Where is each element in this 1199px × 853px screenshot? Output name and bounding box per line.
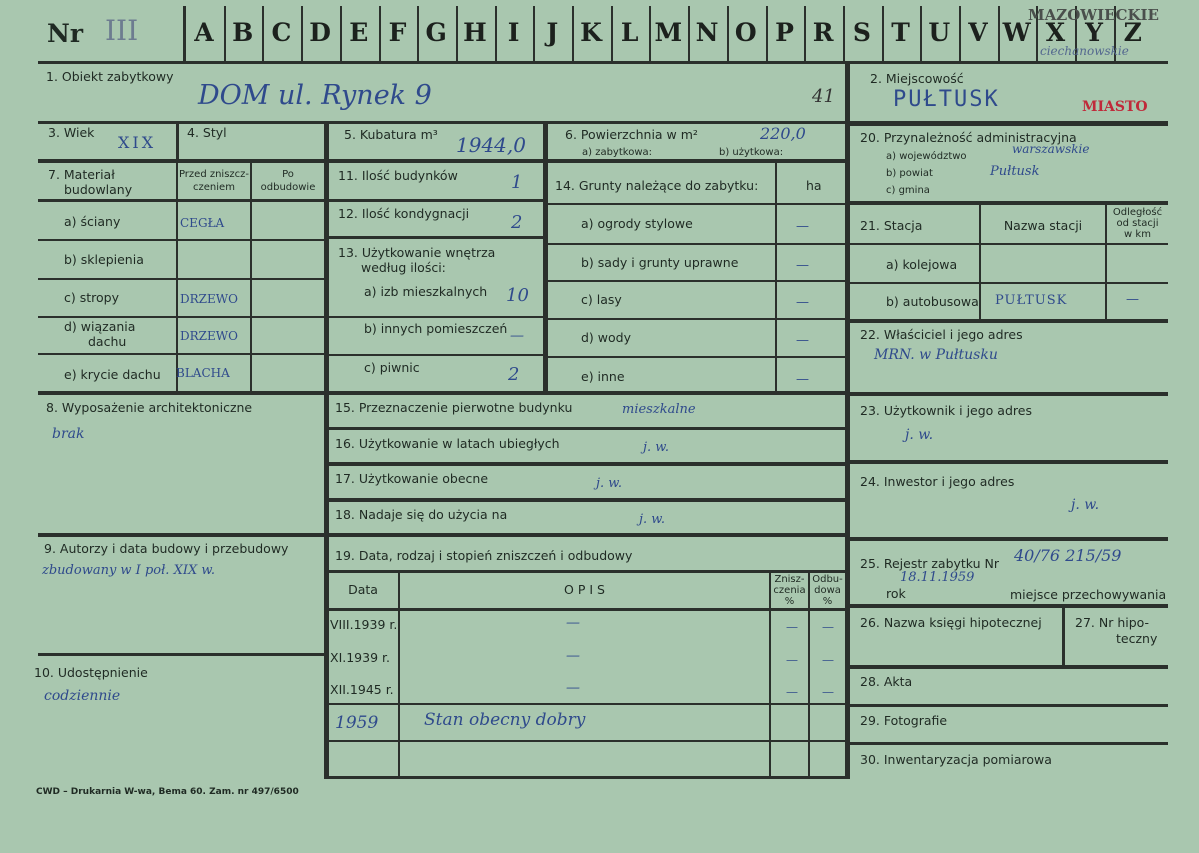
- letter-v: V: [968, 18, 988, 47]
- s7-col1b: czeniem: [193, 182, 235, 193]
- s15-label: 15. Przeznaczenie pierwotne budynku: [335, 400, 573, 415]
- s7-col2a: Po: [282, 169, 294, 180]
- s6-sub-a: a) zabytkowa:: [582, 147, 652, 158]
- s11-value[interactable]: 1: [511, 172, 523, 193]
- letter-s: S: [852, 18, 871, 47]
- letter-x: X: [1045, 18, 1066, 47]
- s19-label: 19. Data, rodzaj i stopień zniszczeń i odbudowy: [335, 548, 633, 563]
- letter-z: Z: [1123, 18, 1142, 47]
- s19-col-z1: Znisz-: [774, 574, 805, 585]
- s19-col-date: Data: [348, 582, 378, 597]
- s21-col3c: w km: [1124, 229, 1151, 240]
- s19-col-z3: %: [784, 596, 795, 607]
- s7-col2b: odbudowie: [260, 182, 316, 193]
- s7-row-d: d) wiązania: [64, 319, 136, 334]
- letter-h: H: [463, 18, 487, 47]
- s7-row-a-value[interactable]: CEGŁA: [180, 216, 225, 230]
- s10-label: 10. Udostępnienie: [34, 665, 148, 680]
- s7-row-e: e) krycie dachu: [64, 367, 161, 382]
- s19-row-rebuild[interactable]: —: [822, 653, 834, 667]
- letter-w: W: [1002, 18, 1031, 47]
- s11-label: 11. Ilość budynków: [338, 168, 458, 183]
- s18-label: 18. Nadaje się do użycia na: [335, 507, 508, 522]
- s13-a-value[interactable]: 10: [506, 285, 529, 306]
- s14-row-label: e) inne: [581, 369, 625, 384]
- s19-row-date[interactable]: 1959: [335, 713, 379, 733]
- s17-value[interactable]: j. w.: [596, 476, 623, 491]
- s7-row-e-value[interactable]: BLACHA: [176, 366, 230, 380]
- s7-row-d-value[interactable]: DRZEWO: [180, 329, 238, 343]
- s7-row-a: a) ściany: [64, 214, 121, 229]
- s19-col-z2: czenia: [773, 585, 806, 596]
- s13-a: a) izb mieszkalnych: [364, 284, 488, 299]
- s6-value[interactable]: 220,0: [760, 124, 806, 143]
- s19-row-opis[interactable]: —: [566, 615, 580, 631]
- s20-label: 20. Przynależność administracyjna: [860, 130, 1077, 145]
- s21-col3b: od stacji: [1116, 218, 1159, 229]
- s20-c: c) gmina: [886, 185, 930, 196]
- s2-extra: MIASTO: [1082, 99, 1148, 115]
- s22-value[interactable]: MRN. w Pułtusku: [874, 347, 998, 363]
- s6-sub-b: b) użytkowa:: [719, 147, 784, 158]
- s21-label: 21. Stacja: [860, 218, 923, 233]
- letter-y: Y: [1085, 18, 1104, 47]
- printer-imprint: CWD – Drukarnia W-wa, Bema 60. Zam. nr 497/6500: [36, 787, 299, 797]
- s20-b: b) powiat: [886, 168, 933, 179]
- s4-label: 4. Styl: [187, 125, 227, 140]
- s7-label2: budowlany: [64, 182, 133, 197]
- s7-col1a: Przed zniszcz-: [178, 169, 250, 180]
- letter-a: A: [194, 18, 214, 47]
- letter-j: J: [546, 18, 559, 47]
- s10-value[interactable]: codziennie: [44, 688, 121, 704]
- letter-u: U: [928, 18, 951, 47]
- s7-row-c-value[interactable]: DRZEWO: [180, 292, 238, 306]
- s25-label: 25. Rejestr zabytku Nr: [860, 556, 1000, 571]
- s6-label: 6. Powierzchnia w m²: [565, 127, 698, 142]
- s19-col-o2: dowa: [814, 585, 841, 596]
- letter-n: N: [695, 18, 719, 47]
- s5-value[interactable]: 1944,0: [456, 133, 526, 157]
- nr-label: Nr: [47, 19, 84, 48]
- s20-a: a) województwo: [886, 151, 967, 162]
- letter-p: P: [775, 18, 794, 47]
- s14-row-label: c) lasy: [581, 292, 622, 307]
- s2-value[interactable]: PUŁTUSK: [893, 87, 1000, 112]
- s14-row-value[interactable]: —: [796, 372, 809, 387]
- s14-row-label: b) sady i grunty uprawne: [581, 255, 739, 270]
- s20-b-value[interactable]: Pułtusk: [990, 164, 1040, 179]
- s19-col-opis: O P I S: [564, 582, 605, 597]
- s21-col2: Nazwa stacji: [1003, 218, 1083, 233]
- s21-a: a) kolejowa: [886, 257, 958, 272]
- s16-value[interactable]: j. w.: [643, 440, 670, 455]
- s16-label: 16. Użytkowanie w latach ubiegłych: [335, 436, 560, 451]
- letter-g: G: [425, 18, 447, 47]
- s21-b-value[interactable]: PUŁTUSK: [995, 293, 1068, 308]
- letter-t: T: [891, 18, 910, 47]
- s19-row-date: XII.1945 r.: [330, 682, 394, 697]
- s8-value[interactable]: brak: [52, 426, 85, 442]
- letter-d: D: [309, 18, 331, 47]
- s17-label: 17. Użytkowanie obecne: [335, 471, 489, 486]
- s14-unit: ha: [806, 178, 822, 193]
- s7-row-c: c) stropy: [64, 290, 119, 305]
- letter-e: E: [349, 18, 369, 47]
- s19-row-rebuild[interactable]: —: [822, 685, 834, 699]
- s25-miejsce: miejsce przechowywania: [1010, 587, 1167, 602]
- s19-row-destruction[interactable]: —: [786, 685, 798, 699]
- s1-label: 1. Obiekt zabytkowy: [46, 69, 174, 84]
- s27-label2: teczny: [1116, 631, 1158, 646]
- s12-value[interactable]: 2: [511, 212, 523, 233]
- s19-col-o3: %: [822, 596, 833, 607]
- s1-value[interactable]: DOM ul. Rynek 9: [198, 80, 432, 111]
- letter-k: K: [580, 18, 602, 47]
- s13-b: b) innych pomieszczeń: [364, 321, 508, 336]
- letter-c: C: [271, 18, 292, 47]
- letter-m: M: [654, 18, 683, 47]
- s19-row-date: VIII.1939 r.: [330, 617, 398, 632]
- s21-col3a: Odległość: [1112, 207, 1163, 218]
- nr-value: III: [105, 14, 139, 47]
- region-sub: ciechanowskie: [1040, 44, 1129, 58]
- s3-label: 3. Wiek: [48, 125, 95, 140]
- s30-label: 30. Inwentaryzacja pomiarowa: [860, 752, 1052, 767]
- s19-row-date: XI.1939 r.: [330, 650, 390, 665]
- s2-label: 2. Miejscowość: [870, 71, 964, 86]
- s7-row-b: b) sklepienia: [64, 252, 144, 267]
- s9-label: 9. Autorzy i data budowy i przebudowy: [44, 541, 289, 556]
- s13-label: 13. Użytkowanie wnętrza: [338, 245, 496, 260]
- s19-row-rebuild[interactable]: —: [822, 620, 834, 634]
- s7-label: 7. Materiał: [48, 167, 115, 182]
- s7-row-d2: dachu: [88, 334, 127, 349]
- s13-c-value[interactable]: 2: [508, 364, 520, 385]
- s13-c: c) piwnic: [364, 360, 420, 375]
- s24-label: 24. Inwestor i jego adres: [860, 474, 1015, 489]
- s5-label: 5. Kubatura m³: [344, 127, 438, 142]
- s22-label: 22. Właściciel i jego adres: [860, 327, 1023, 342]
- s21-b: b) autobusowa: [886, 294, 979, 309]
- letter-l: L: [620, 18, 639, 47]
- s18-value[interactable]: j. w.: [639, 512, 666, 527]
- s14-row-value[interactable]: —: [796, 333, 809, 348]
- s9-value[interactable]: zbudowany w I poł. XIX w.: [42, 563, 216, 578]
- s29-label: 29. Fotografie: [860, 713, 948, 728]
- letter-r: R: [812, 18, 834, 47]
- letter-f: F: [388, 18, 407, 47]
- letter-b: B: [232, 18, 254, 47]
- s19-row-destruction[interactable]: —: [786, 620, 798, 634]
- s19-row-opis[interactable]: Stan obecny dobry: [424, 710, 586, 730]
- s8-label: 8. Wyposażenie architektoniczne: [46, 400, 253, 415]
- letter-o: O: [734, 18, 757, 47]
- s14-row-label: d) wody: [581, 330, 631, 345]
- letter-i: I: [507, 18, 520, 47]
- s14-row-value[interactable]: —: [796, 258, 809, 273]
- s25-rok-value[interactable]: 18.11.1959: [900, 570, 975, 585]
- s1-extra: 41: [812, 86, 835, 107]
- s14-row-value[interactable]: —: [796, 295, 809, 310]
- s13-b-value[interactable]: —: [510, 328, 524, 344]
- s19-row-opis[interactable]: —: [566, 648, 580, 664]
- s27-label: 27. Nr hipo-: [1075, 615, 1150, 630]
- s15-value[interactable]: mieszkalne: [622, 402, 696, 417]
- s25-value[interactable]: 40/76 215/59: [1014, 546, 1122, 565]
- s13-label2: według ilości:: [361, 260, 446, 275]
- s12-label: 12. Ilość kondygnacji: [338, 206, 470, 221]
- s23-label: 23. Użytkownik i jego adres: [860, 403, 1032, 418]
- s14-label: 14. Grunty należące do zabytku:: [555, 178, 759, 193]
- s19-col-o1: Odbu-: [812, 574, 843, 585]
- s23-value[interactable]: j. w.: [905, 427, 934, 443]
- region-stamp: MAZOWIECKIE: [1028, 6, 1159, 24]
- s3-value[interactable]: XIX: [118, 133, 157, 152]
- s14-row-value[interactable]: —: [796, 219, 809, 234]
- s26-label: 26. Nazwa księgi hipotecznej: [860, 615, 1042, 630]
- s19-row-opis[interactable]: —: [566, 680, 580, 696]
- s21-b-dist[interactable]: —: [1126, 292, 1139, 307]
- s19-row-destruction[interactable]: —: [786, 653, 798, 667]
- s14-row-label: a) ogrody stylowe: [581, 216, 693, 231]
- s28-label: 28. Akta: [860, 674, 913, 689]
- s20-a-value[interactable]: warszawskie: [1012, 142, 1090, 156]
- s25-rok: rok: [886, 586, 906, 601]
- s24-value[interactable]: j. w.: [1071, 497, 1100, 513]
